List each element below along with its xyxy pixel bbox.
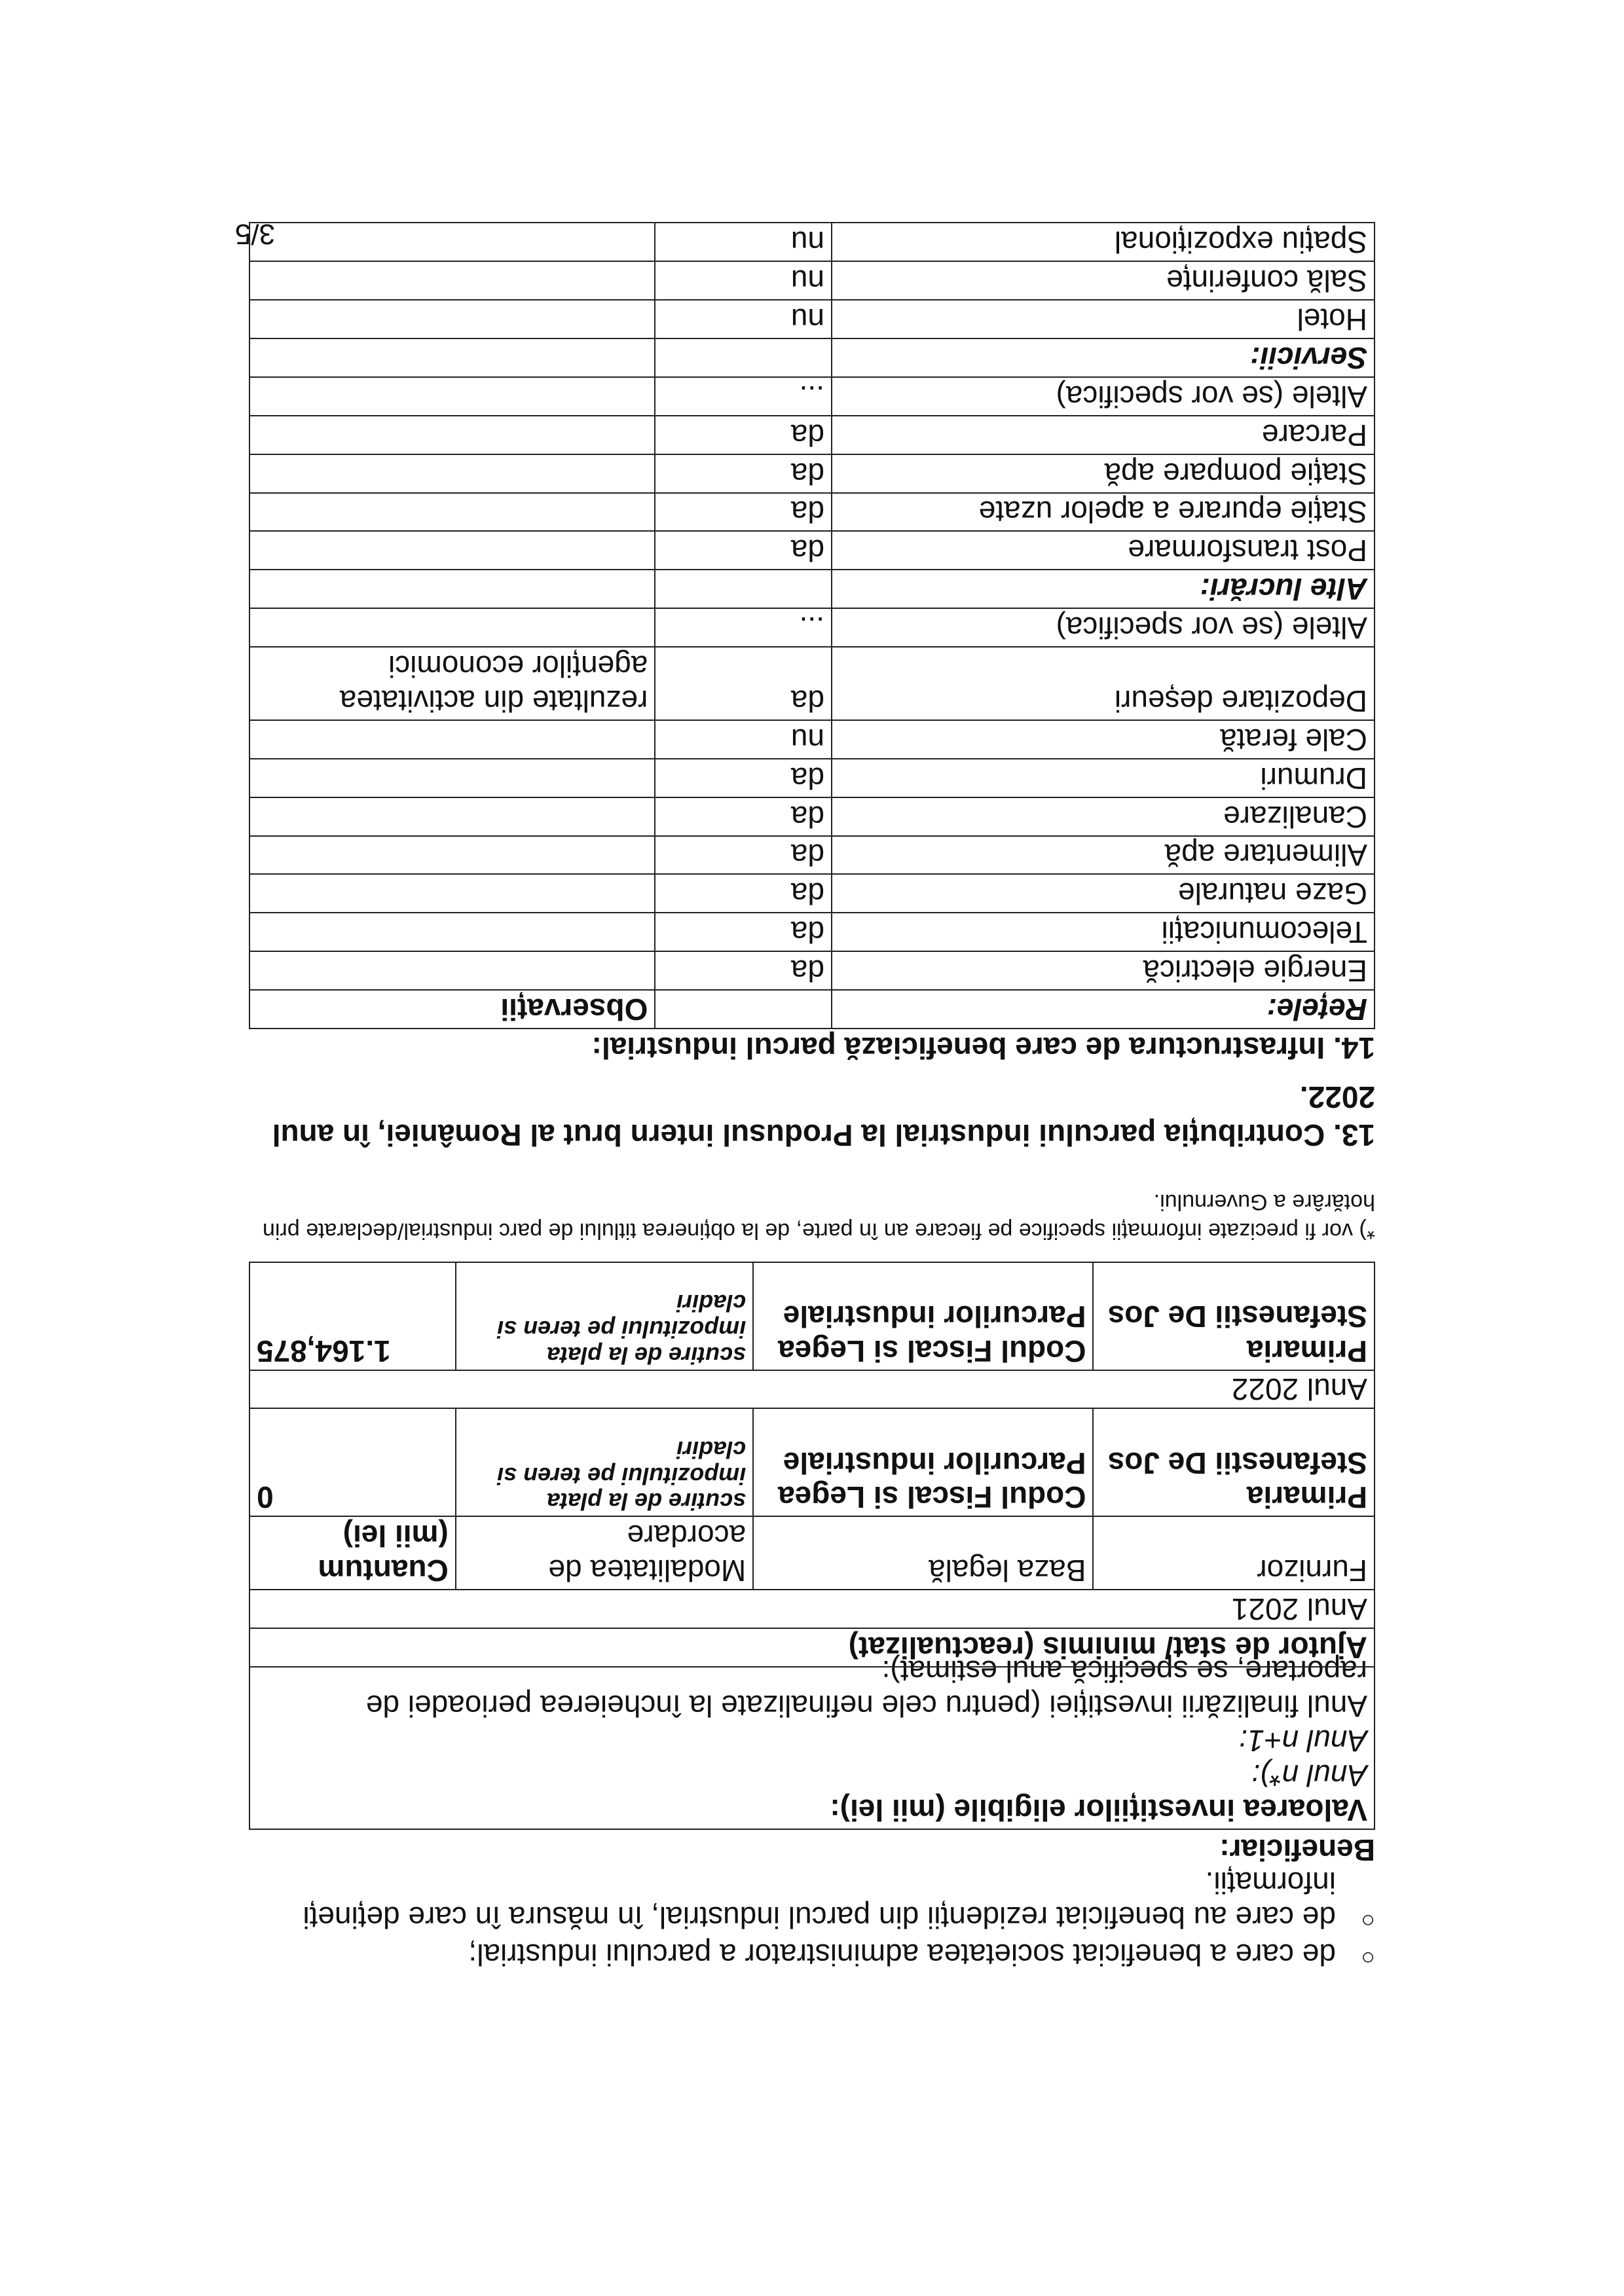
infra-row-value: nu: [655, 261, 832, 300]
section-13-heading: 13. Contribuția parcului industrial la Produsul intern brut al României, în anul 2022.: [272, 1080, 1375, 1152]
section-14-heading: 14. Infrastructura de care beneficiază parcul industrial:: [591, 1031, 1375, 1065]
header-baza-legala: Baza legală: [753, 1516, 1093, 1590]
infra-row-value: nu: [655, 223, 832, 261]
infra-row-name: Parcare: [832, 416, 1375, 454]
infra-row-value: da: [655, 416, 832, 454]
infra-row-value: ...: [655, 377, 832, 416]
beneficiar-label: Beneficiar:: [1219, 1833, 1375, 1867]
infra-row-name: Alimentare apă: [832, 836, 1375, 875]
year-2021: Anul 2021: [249, 1590, 1375, 1628]
row-2021-modalitate: scutire de la plata impozitului pe teren si cladiri: [456, 1408, 753, 1516]
investment-table: [249, 1653, 1375, 1830]
header-cuantum: Cuantum (mii lei): [249, 1516, 456, 1590]
infra-row-name: Spațiu expozițional: [832, 223, 1375, 261]
infra-row-name: Telecomunicații: [832, 913, 1375, 951]
infrastructure-table: [249, 222, 1375, 1029]
infra-row-value: ...: [655, 608, 832, 647]
header-observatii: Observații: [249, 990, 655, 1029]
row-2022-cuantum: 1.164,875: [249, 1262, 456, 1370]
infra-row-observation: rezultate din activitatea agenților economici: [249, 647, 655, 720]
infra-row-value: da: [655, 647, 832, 720]
infra-row-name: Sală conferințe: [832, 261, 1375, 300]
infra-row-value: da: [655, 454, 832, 493]
infra-row-value: da: [655, 951, 832, 990]
state-aid-table: [249, 1262, 1375, 1667]
servicii-label: Servicii:: [832, 338, 1375, 377]
bullet-item: ○ de care au beneficiat rezidenții din parcul industrial, în măsura în care dețineți informații.: [249, 1865, 1375, 1935]
infra-row-name: Depozitare deșeuri: [832, 647, 1375, 720]
investment-completion: Anul finalizării investiției (pentru cele nefinalizate la încheierea perioadei de raportare, se specifică anul estimat):: [365, 1654, 1367, 1724]
row-2021-cuantum: 0: [249, 1408, 456, 1516]
row-2022-furnizor: Primaria Stefanestii De Jos: [1093, 1262, 1375, 1370]
infra-row-value: da: [655, 493, 832, 532]
infra-row-value: da: [655, 874, 832, 913]
infra-row-name: Canalizare: [832, 797, 1375, 836]
infra-row-name: Stație epurare a apelor uzate: [832, 493, 1375, 532]
row-2022-modalitate: scutire de la plata impozitului pe teren si cladiri: [456, 1262, 753, 1370]
infra-row-name: Altele (se vor specifica): [832, 377, 1375, 416]
bullet-list: [249, 1863, 1375, 1972]
infra-row-value: da: [655, 797, 832, 836]
infra-row-value: da: [655, 913, 832, 951]
footnote: *) vor fi precizate informații specifice pe fiecare an în parte, de la obținerea titlului de parc industrial/declarate prin hotărâre a Guvernului.: [263, 1189, 1375, 1243]
year-2022: Anul 2022: [249, 1370, 1375, 1409]
investment-year-n: Anul n*):: [1251, 1758, 1367, 1793]
header-furnizor: Furnizor: [1093, 1516, 1375, 1590]
alte-lucrari-label: Alte lucrări:: [832, 570, 1375, 608]
infra-row-name: Altele (se vor specifica): [832, 608, 1375, 647]
infra-row-name: Gaze naturale: [832, 874, 1375, 913]
row-2021-baza: Codul Fiscal si Legea Parcurilor industriale: [753, 1408, 1093, 1516]
row-2021-furnizor: Primaria Stefanestii De Jos: [1093, 1408, 1375, 1516]
infra-row-name: Cale ferată: [832, 720, 1375, 759]
infra-row-name: Post transformare: [832, 531, 1375, 570]
infra-row-name: Stație pompare apă: [832, 454, 1375, 493]
state-aid-title: Ajutor de stat/ minimis (reactualizat): [249, 1628, 1375, 1667]
infra-row-value: da: [655, 836, 832, 875]
header-retele: Rețele:: [832, 990, 1375, 1029]
investment-title: Valoarea investițiilor eligibile (mii lei):: [830, 1793, 1367, 1827]
infra-row-value: nu: [655, 300, 832, 338]
infra-row-value: da: [655, 759, 832, 797]
investment-year-n1: Anul n+1:: [1239, 1724, 1367, 1758]
infra-row-value: da: [655, 531, 832, 570]
infra-row-name: Energie electrică: [832, 951, 1375, 990]
infra-row-name: Drumuri: [832, 759, 1375, 797]
page-number: 3/5: [234, 218, 275, 250]
infra-row-name: Hotel: [832, 300, 1375, 338]
header-modalitate: Modalitatea de acordare: [456, 1516, 753, 1590]
infra-row-value: nu: [655, 720, 832, 759]
bullet-item: ○ de care a beneficiat societatea administrator a parcului industrial;: [249, 1937, 1375, 1972]
row-2022-baza: Codul Fiscal si Legea Parcurilor industriale: [753, 1262, 1093, 1370]
